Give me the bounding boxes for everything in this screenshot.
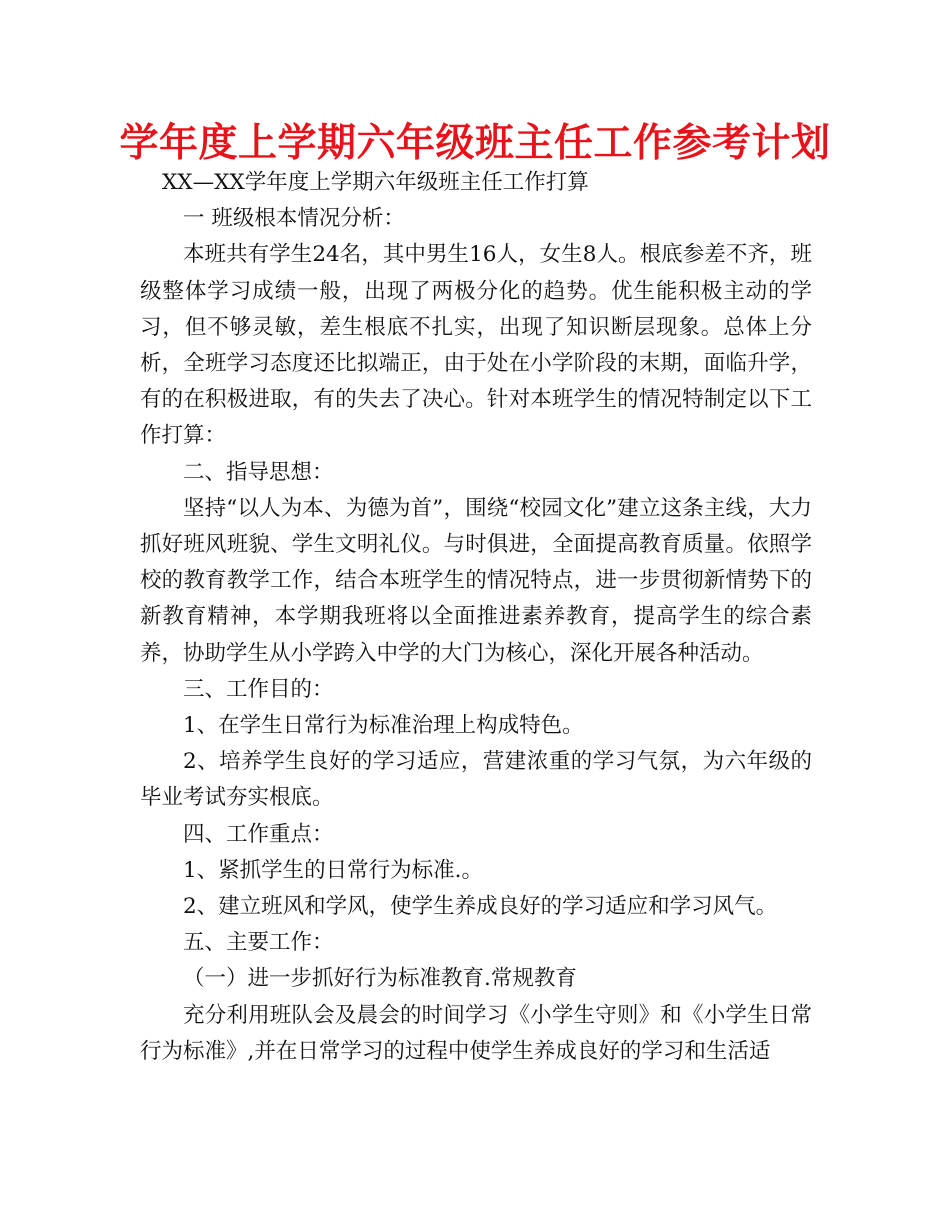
paragraph-guiding-ideology: 坚持“以人为本、为德为首”，围绕“校园文化”建立这条主线，大力抓好班风班貌、学生文明礼仪。与时俱进，全面提高教育质量。依照学校的教育教学工作，结合本班学生的情况特点，进一步贯彻新情势下的新教育精神，本学期我班将以全面推进素养教育，提高学生的综合素养，协助学生从小学跨入中学的大门为核心，深化开展各种活动。	[140, 495, 812, 666]
document-body	[140, 165, 812, 1070]
section-heading-work-focus: 四、工作重点：	[183, 821, 334, 847]
paragraph-behavior-education: 充分利用班队会及晨会的时间学习《小学生守则》和《小学生日常行为标准》,并在日常学习的过程中使学生养成良好的学习和生活适	[140, 1002, 812, 1064]
section-heading-main-work: 五、主要工作：	[183, 930, 334, 956]
section-heading-guiding-ideology: 二、指导思想：	[183, 459, 334, 485]
subsection-heading-behavior-education: （一）进一步抓好行为标准教育.常规教育	[183, 966, 577, 992]
list-item-goal-1: 1、在学生日常行为标准治理上构成特色。	[183, 713, 584, 739]
section-heading-work-goals: 三、工作目的：	[183, 676, 334, 702]
list-item-goal-2: 2、培养学生良好的学习适应，营建浓重的学习气氛，为六年级的毕业考试夯实根底。	[140, 749, 812, 811]
document-title: 学年度上学期六年级班主任工作参考计划	[119, 121, 831, 166]
document-subtitle: XX—XX学年度上学期六年级班主任工作打算	[162, 170, 589, 195]
section-heading-class-situation: 一 班级根本情况分析：	[183, 206, 405, 232]
list-item-focus-2: 2、建立班风和学风，使学生养成良好的学习适应和学习风气。	[183, 894, 778, 920]
list-item-focus-1: 1、紧抓学生的日常行为标准.。	[183, 857, 484, 883]
paragraph-class-situation: 本班共有学生24名，其中男生16人，女生8人。根底参差不齐，班级整体学习成绩一般，出现了两极分化的趋势。优生能积极主动的学习，但不够灵敏，差生根底不扎实，出现了知识断层现象。总体上分析，全班学习态度还比拟端正，由于处在小学阶段的末期，面临升学，有的在积极进取，有的失去了决心。针对本班学生的情况特制定以下工作打算：	[140, 242, 812, 449]
